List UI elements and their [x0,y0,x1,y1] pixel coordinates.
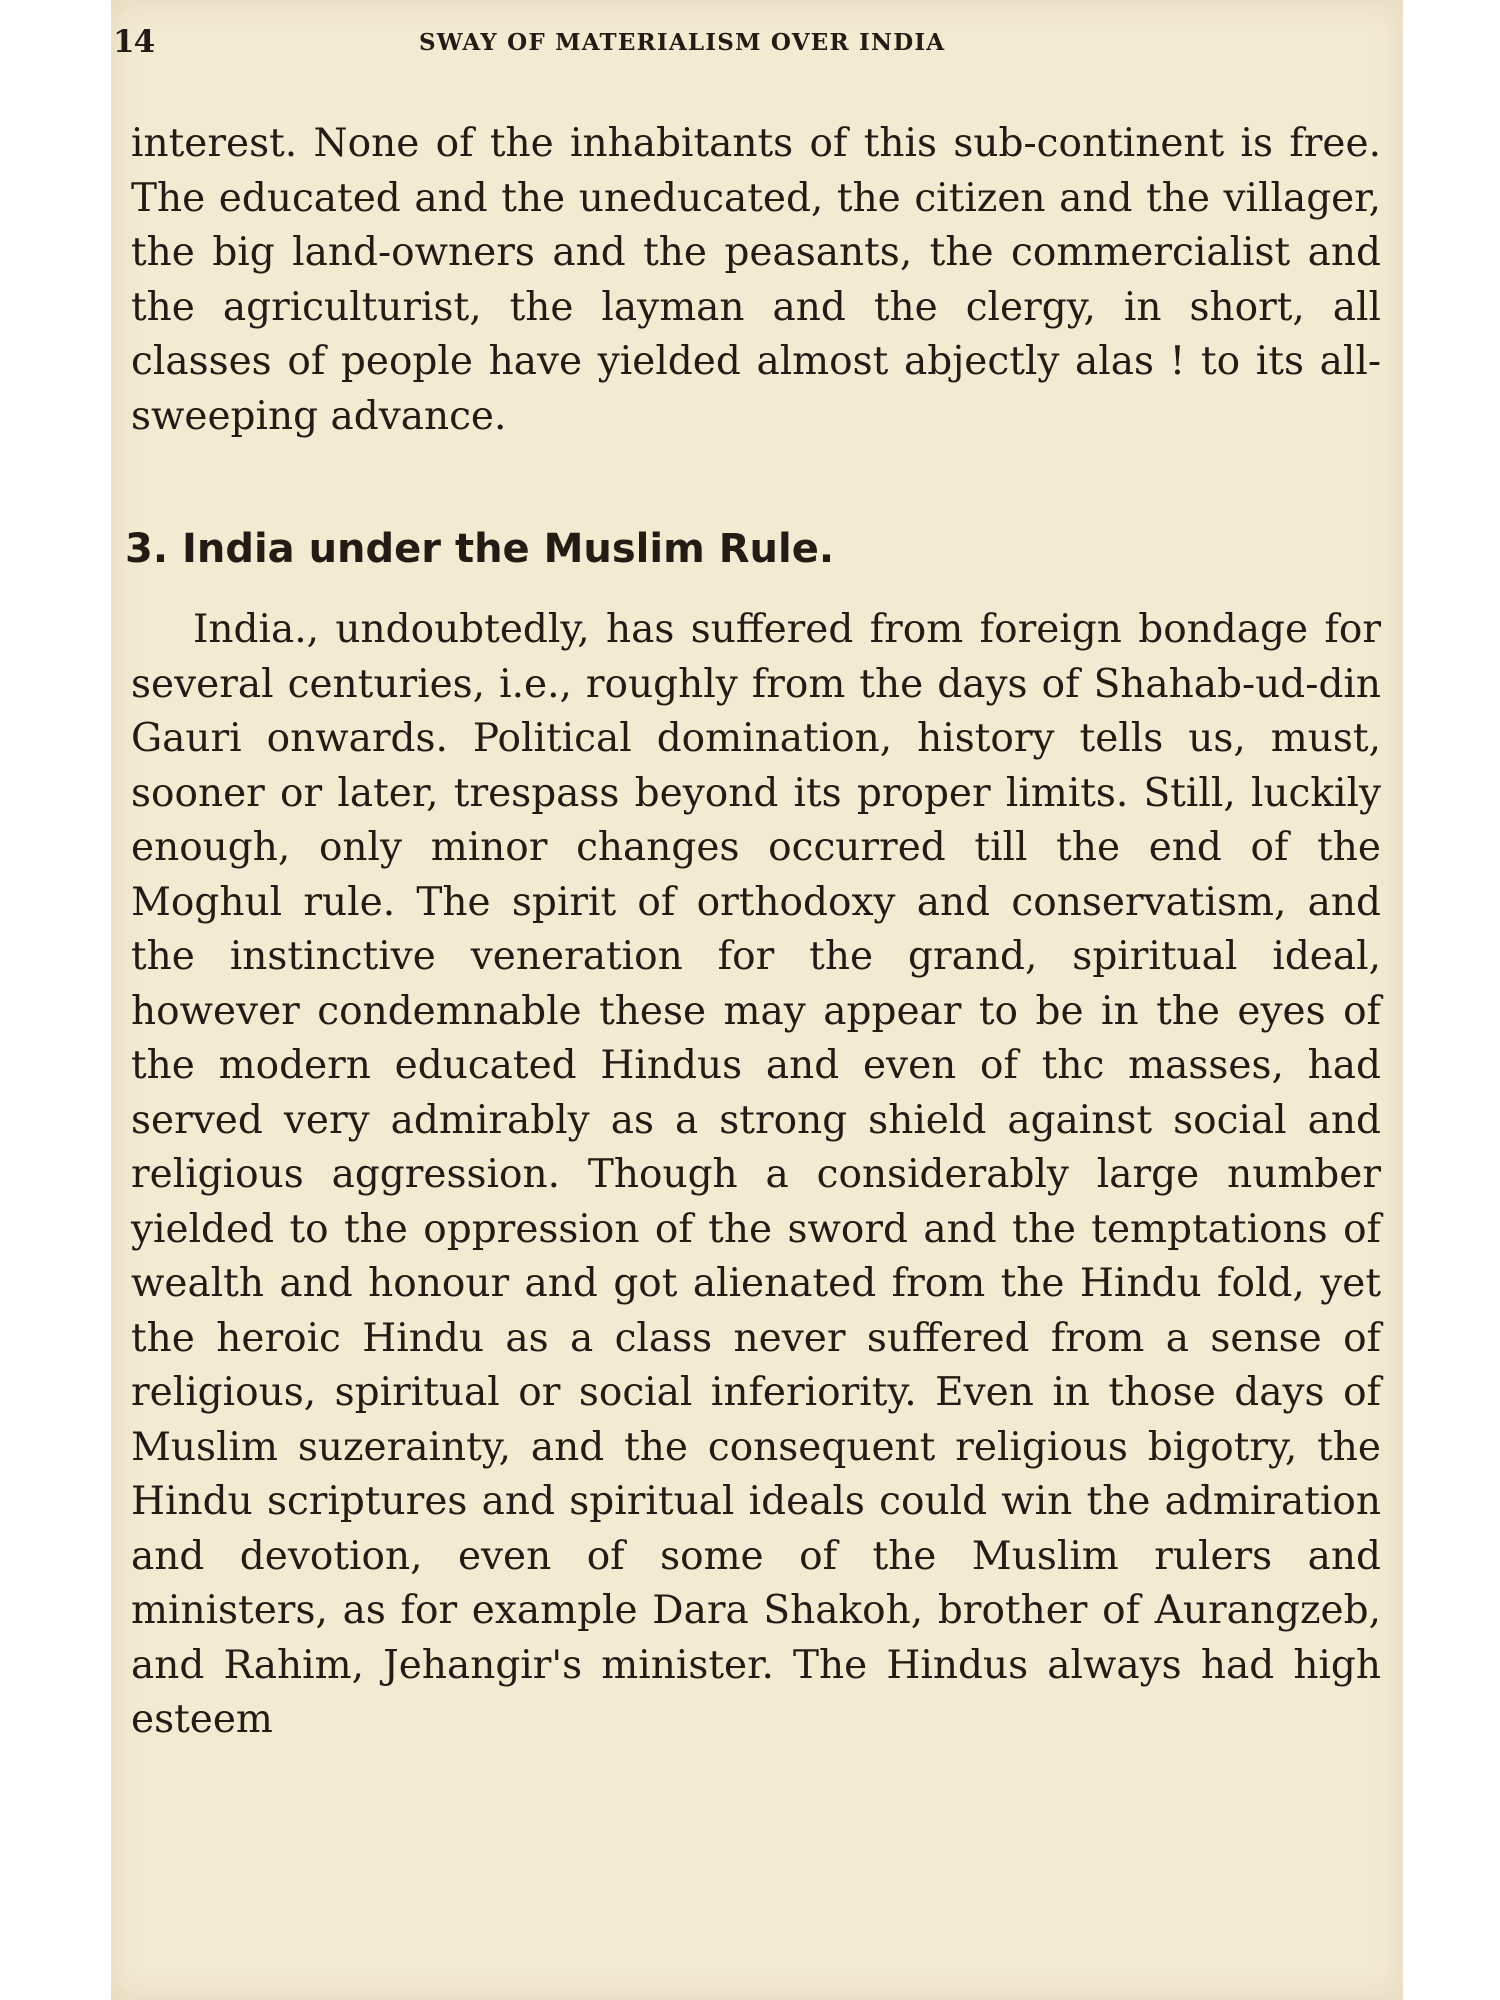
book-page [111,0,1403,2000]
paragraph-india-under-muslim-rule: India., undoubtedly, has suffered from foreign bondage for several centuries, i.e., roughly from the days of Shahab-ud-din Gauri onwards. Political domination, history tells us, must, sooner or later, trespass beyond its proper limits. Still, luckily enough, only minor changes occurred till the end of the Moghul rule. The spirit of orthodoxy and conservatism, and the instinctive veneration for the grand, spiritual ideal, however condemnable these may appear to be in the eyes of the modern educated Hindus and even of thc masses, had served very admirably as a strong shield against social and religious aggression. Though a considerably large number yielded to the oppression of the sword and the temptations of wealth and honour and got alienated from the Hindu fold, yet the heroic Hindu as a class never suffered from a sense of religious, spiritual or social inferiority. Even in those days of Muslim suzerainty, and the consequent religious bigotry, the Hindu scriptures and spiritual ideals could win the admiration and devotion, even of some of the Muslim rulers and ministers, as for example Dara Shakoh, brother of Aurangzeb, and Rahim, Jehangir's minister. The Hindus always had high esteem [131,607,1381,1742]
section-heading: 3. India under the Muslim Rule. [125,526,835,572]
page-number: 14 [113,24,155,60]
running-head [111,24,1403,64]
paragraph-continued: interest. None of the inhabitants of this sub-continent is free. The educated and the uneducated, the citizen and the villager, the big land-owners and the peasants, the commercialist and the agriculturist, the layman and the clergy, in short, all classes of people have yielded almost abjectly alas ! to its all-sweeping advance. [131,121,1381,439]
running-title: SWAY OF MATERIALISM OVER INDIA [419,29,946,56]
